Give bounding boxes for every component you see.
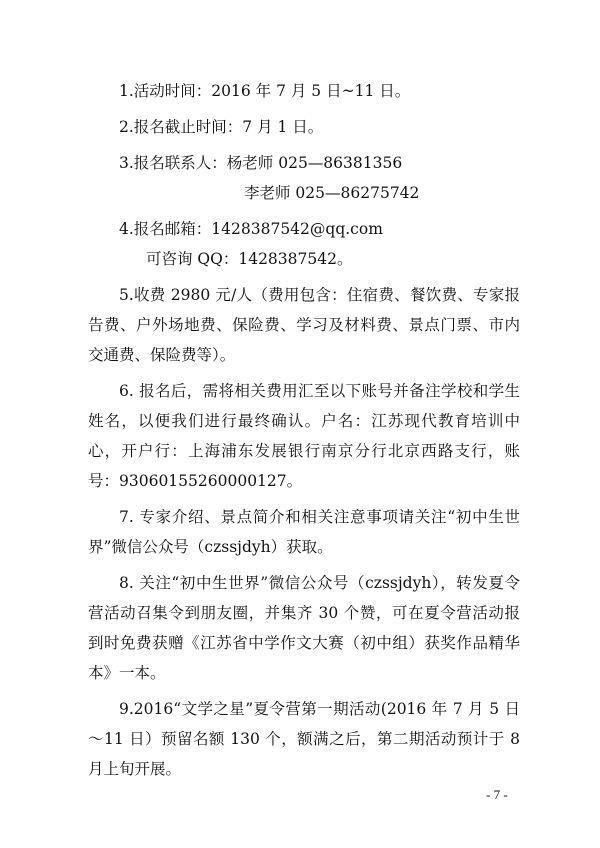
item-registration-email: 4.报名邮箱：1428387542@qq.com — [119, 220, 383, 238]
item-contact-person: 3.报名联系人：杨老师 025—86381356 — [119, 154, 403, 172]
page-number: - 7 - — [486, 787, 508, 802]
item-contact-person-second: 李老师 025—86275742 — [244, 184, 420, 202]
item-wechat-promotion: 8. 关注“初中生世界”微信公众号（czssjdyh），转发夏令营活动召集令到朋友圈，并集齐 30 个赞，可在夏令营活动报到时免费获赠《江苏省中学作文大赛（初中组）获奖作品精华本》一本。 — [88, 574, 520, 682]
item-wechat-info: 7. 专家介绍、景点简介和相关注意事项请关注“初中生世界”微信公众号（czssjdyh）获取。 — [88, 508, 520, 556]
item-qq-consultation: 可咨询 QQ：1428387542。 — [146, 250, 353, 268]
item-fee: 5.收费 2980 元/人（费用包含：住宿费、餐饮费、专家报告费、户外场地费、保险费、学习及材料费、景点门票、市内交通费、保险费等）。 — [88, 286, 520, 364]
item-payment-account: 6. 报名后，需将相关费用汇至以下账号并备注学校和学生姓名，以便我们进行最终确认。户名：江苏现代教育培训中心，开户行：上海浦东发展银行南京分行北京西路支行，账号：93060155260000127。 — [88, 382, 520, 490]
document-body — [88, 76, 520, 784]
item-session-quota: 9.2016“文学之星”夏令营第一期活动(2016 年 7 月 5 日～11 日）预留名额 130 个，额满之后，第二期活动预计于 8 月上旬开展。 — [88, 700, 520, 778]
item-activity-time: 1.活动时间：2016 年 7 月 5 日~11 日。 — [119, 82, 411, 100]
item-registration-deadline: 2.报名截止时间：7 月 1 日。 — [119, 118, 324, 136]
